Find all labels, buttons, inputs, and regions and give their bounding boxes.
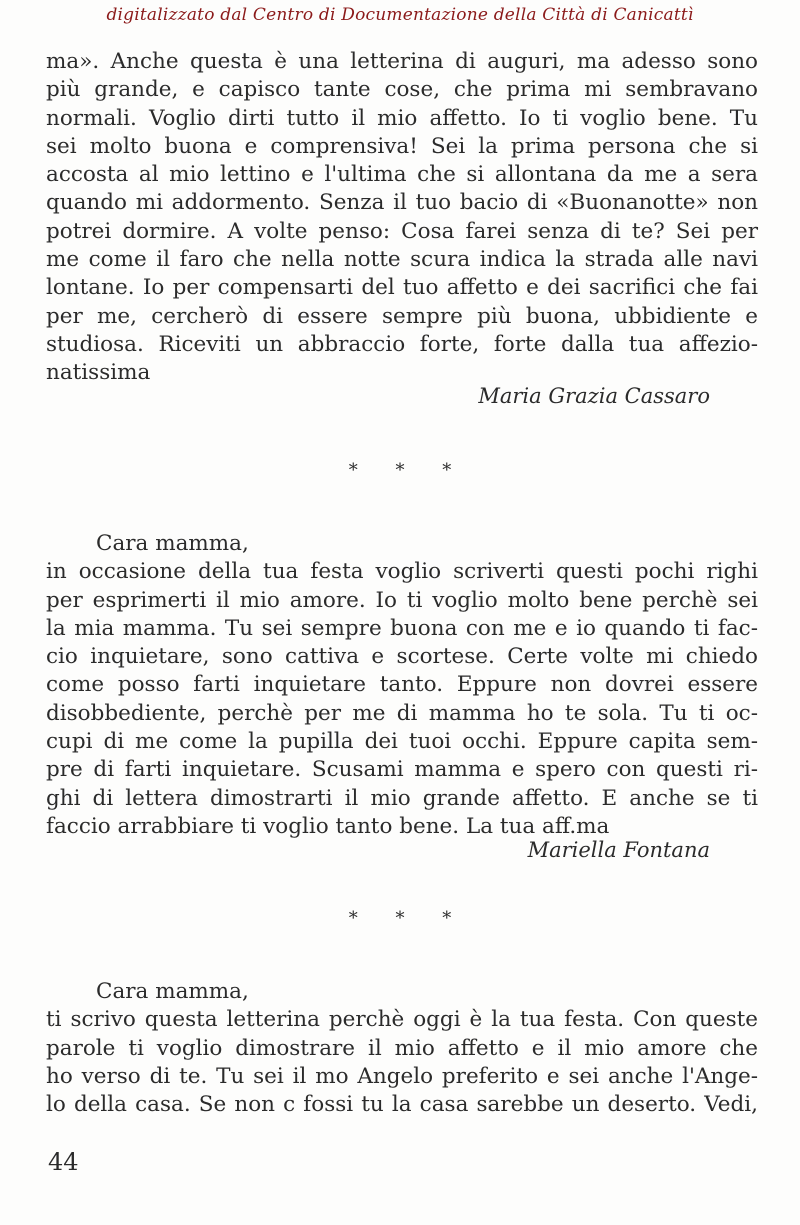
letter-greeting: Cara mamma, (96, 531, 249, 556)
text-line: faccio arrabbiare ti voglio tanto bene. La tua aff.ma (46, 813, 610, 839)
text-line: ma». Anche questa è una letterina di auguri, ma adesso sono (46, 49, 758, 74)
text-line: sei molto buona e comprensiva! Sei la prima persona che si (46, 133, 758, 159)
digitization-watermark: digitalizzato dal Centro di Documentazione della Città di Canicattì (106, 5, 694, 25)
text-line: potrei dormire. A volte penso: Cosa farei senza di te? Sei per (46, 218, 758, 244)
text-line: lontane. Io per compensarti del tuo affetto e dei sacrifici che fai (46, 275, 758, 301)
letter-greeting: Cara mamma, (96, 979, 249, 1004)
text-line: studiosa. Riceviti un abbraccio forte, forte dalla tua affezio- (46, 331, 758, 357)
text-line: me come il faro che nella notte scura indica la strada alle navi (46, 247, 758, 273)
text-line: ti scrivo questa letterina perchè oggi è la tua festa. Con queste (46, 1007, 758, 1033)
text-line: natissima (46, 360, 151, 386)
text-line: ghi di lettera dimostrarti il mio grande affetto. E anche se ti (46, 785, 758, 811)
text-line: come posso farti inquietare tanto. Eppure non dovrei essere (46, 672, 758, 698)
text-line: normali. Voglio dirti tutto il mio affetto. Io ti voglio bene. Tu (46, 105, 758, 131)
text-line: in occasione della tua festa voglio scriverti questi pochi righi (46, 559, 758, 585)
letter-2-signature: Mariella Fontana (527, 838, 710, 862)
text-line: disobbediente, perchè per me di mamma ho te sola. Tu ti oc- (46, 700, 758, 726)
text-line: cio inquietare, sono cattiva e scortese. Certe volte mi chiedo (46, 644, 758, 670)
text-line: per me, cercherò di essere sempre più buona, ubbidiente e (46, 303, 758, 329)
text-line: per esprimerti il mio amore. Io ti voglio molto bene perchè sei (46, 587, 758, 613)
letter-3-body (46, 978, 758, 1119)
letter-1-signature: Maria Grazia Cassaro (478, 384, 710, 408)
letter-1-body (46, 48, 758, 388)
text-line: ho verso di te. Tu sei il mo Angelo preferito e sei anche l'Ange- (46, 1063, 758, 1089)
text-line: parole ti voglio dimostrare il mio affetto e il mio amore che (46, 1035, 758, 1061)
text-line: accosta al mio lettino e l'ultima che si allontana da me a sera (46, 162, 758, 188)
text-line: lo della casa. Se non c fossi tu la casa sarebbe un deserto. Vedi, (46, 1092, 758, 1118)
section-separator: * * * (348, 908, 468, 929)
text-line: la mia mamma. Tu sei sempre buona con me e io quando ti fac- (46, 615, 758, 641)
text-line: pre di farti inquietare. Scusami mamma e spero con questi ri- (46, 757, 758, 783)
section-separator: * * * (348, 460, 468, 481)
text-line: cupi di me come la pupilla dei tuoi occhi. Eppure capita sem- (46, 729, 758, 755)
text-line: più grande, e capisco tante cose, che prima mi sembravano (46, 77, 758, 103)
page-number: 44 (48, 1148, 79, 1176)
letter-2-body (46, 530, 758, 841)
text-line: quando mi addormento. Senza il tuo bacio di «Buonanotte» non (46, 190, 758, 216)
